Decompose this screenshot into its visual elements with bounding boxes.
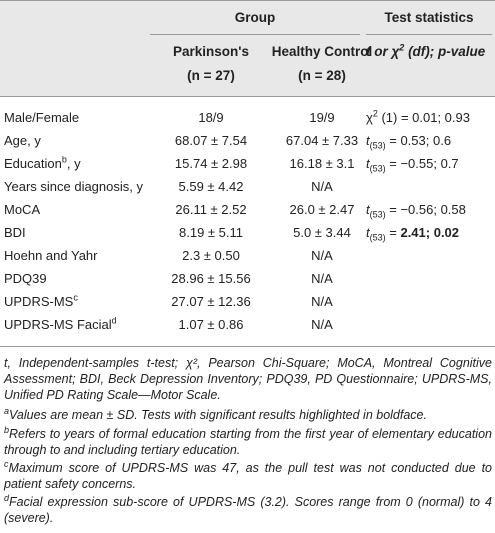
top-rule bbox=[0, 0, 495, 1]
note-b: $^b$Refers to years of formal education starting from the first year of elementary education through to and including tertiary education. bbox=[4, 424, 492, 457]
row-label: Education$^b$, y bbox=[4, 154, 81, 171]
control-value: N/A bbox=[311, 179, 333, 194]
control-value: N/A bbox=[311, 248, 333, 263]
row-label: UPDRS-$MS^c$ bbox=[4, 292, 78, 309]
test-statistic: $\chi^2$ (1) = 0.01; 0.93 bbox=[366, 108, 470, 125]
parkinsons-value: 5.59 ± 4.42 bbox=[178, 179, 244, 194]
control-value: 16.18 ± 3.1 bbox=[289, 156, 355, 171]
group-underline bbox=[150, 34, 360, 35]
control-n: (n = 28) bbox=[298, 68, 346, 83]
parkinsons-heading: Parkinson's bbox=[173, 44, 249, 59]
header-bottom-rule bbox=[0, 96, 495, 97]
test-statistic: $t_{(53)} = -0.55$; 0.7 bbox=[366, 156, 459, 174]
control-value: 26.0 ± 2.47 bbox=[289, 202, 355, 217]
test-statistics-heading: Test statistics bbox=[384, 10, 474, 25]
parkinsons-value: 1.07 ± 0.86 bbox=[178, 317, 244, 332]
row-label: BDI bbox=[4, 225, 26, 240]
note-c: $^c$Maximum score of UPDRS-MS was 47, as the pull test was not conducted due to patient safety concerns. bbox=[4, 458, 492, 491]
test-statistic: $t_{(53)} = 0.53$; 0.6 bbox=[366, 133, 452, 151]
note-d: $^d$Facial expression sub-score of UPDRS-MS (3.2). Scores range from 0 (normal) to 4 (severe). bbox=[4, 492, 492, 525]
row-label: Years since diagnosis, y bbox=[4, 179, 143, 194]
parkinsons-value: 27.07 ± 12.36 bbox=[171, 294, 251, 309]
parkinsons-value: 8.19 ± 5.11 bbox=[179, 225, 243, 240]
control-value: 5.0 ± 3.44 bbox=[293, 225, 351, 240]
control-value: 19/9 bbox=[309, 110, 335, 125]
row-label: UPDRS-MS Facial$^d$ bbox=[4, 315, 117, 332]
note-abbreviations: t, Independent-samples t-test; χ², Pearson Chi-Square; MoCA, Montreal Cognitive Assessment; BDI, Beck Depression Inventory; PDQ39, PD Questionnaire; UPDRS-MS, Unified PD Rating Scale—Motor Scale. bbox=[4, 356, 492, 402]
parkinsons-value: 28.96 ± 15.56 bbox=[171, 271, 251, 286]
row-label: Hoehn and Yahr bbox=[4, 248, 98, 263]
control-value: N/A bbox=[311, 294, 333, 309]
parkinsons-value: 18/9 bbox=[198, 110, 224, 125]
control-value: 67.04 ± 7.33 bbox=[285, 133, 359, 148]
test-statistics-underline bbox=[366, 34, 492, 35]
parkinsons-n: (n = 27) bbox=[187, 68, 235, 83]
parkinsons-value: 68.07 ± 7.54 bbox=[174, 133, 248, 148]
stat-heading: t or $\chi^2$ (df); p-value bbox=[366, 42, 486, 59]
test-statistic: $t_{(53)} = -0.56$; 0.58 bbox=[366, 202, 466, 220]
control-value: N/A bbox=[311, 317, 333, 332]
parkinsons-value: 2.3 ± 0.50 bbox=[182, 248, 240, 263]
group-heading: Group bbox=[234, 10, 276, 25]
control-value: N/A bbox=[311, 271, 333, 286]
row-label: PDQ39 bbox=[4, 271, 47, 286]
row-label: MoCA bbox=[4, 202, 41, 217]
row-label: Age, y bbox=[4, 133, 41, 148]
table-bottom-rule bbox=[0, 346, 495, 347]
test-statistic: $t_{(53)} = 2.41$; 0.02 bbox=[366, 225, 460, 243]
parkinsons-value: 26.11 ± 2.52 bbox=[175, 202, 247, 217]
control-heading: Healthy Control bbox=[271, 44, 373, 59]
parkinsons-value: 15.74 ± 2.98 bbox=[174, 156, 248, 171]
note-a: $^a$Values are mean ± SD. Tests with significant results highlighted in boldface. bbox=[4, 405, 427, 422]
row-label: Male/Female bbox=[4, 110, 80, 125]
